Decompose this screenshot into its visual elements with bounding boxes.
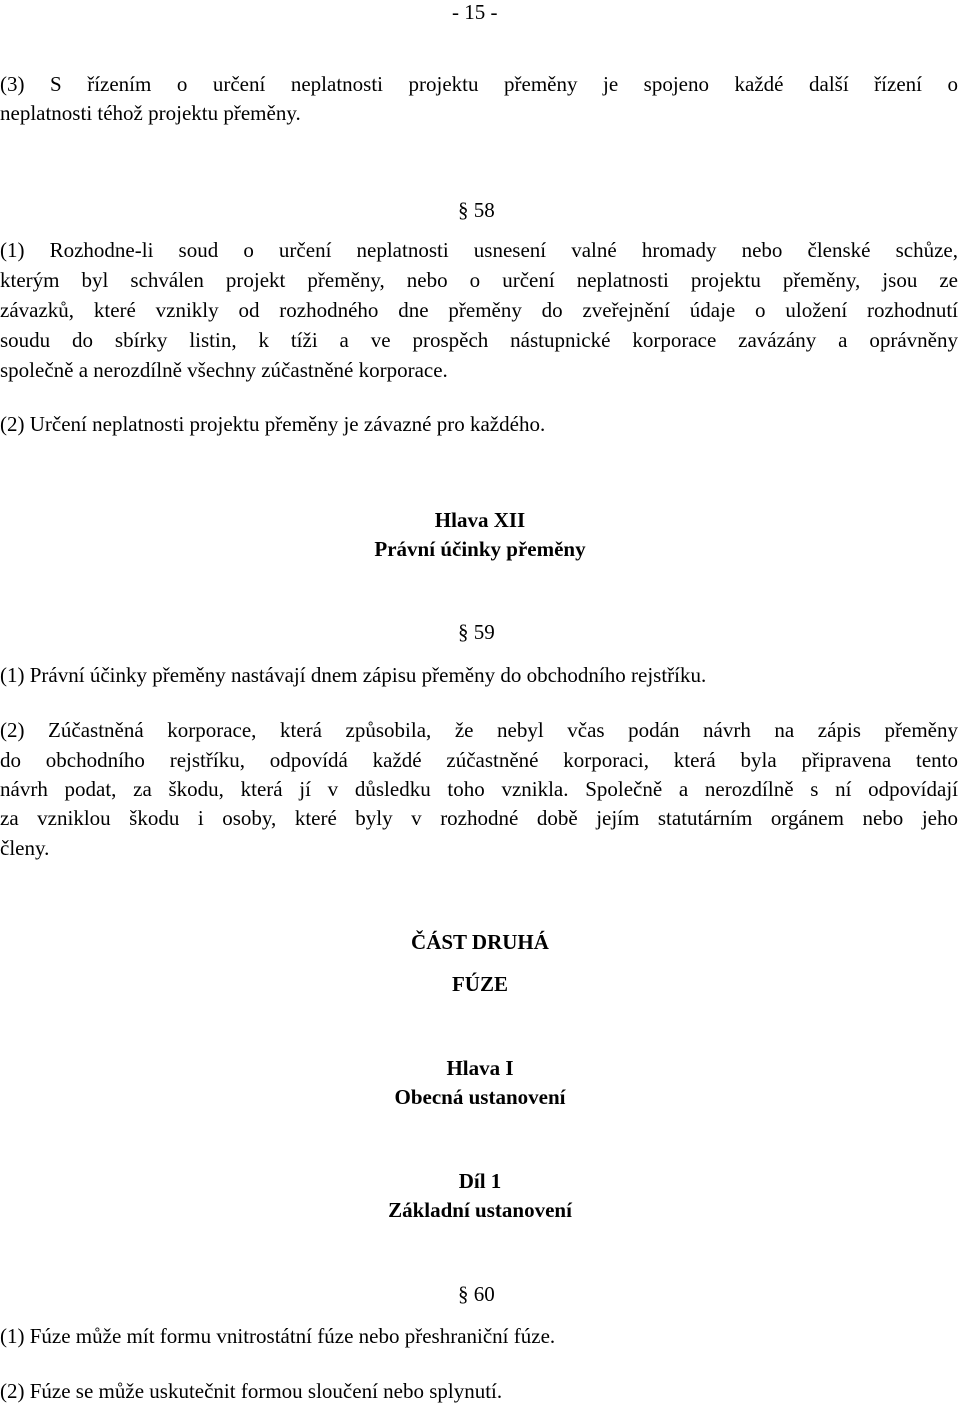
text-line: za vzniklou škodu i osoby, které byly v rozhodné době jejím statutárním orgánem nebo jeho bbox=[0, 806, 958, 830]
chapter-subtitle-obecna-ustanoveni: Obecná ustanovení bbox=[394, 1085, 566, 1109]
section-60-paragraph-1: (1) Fúze může mít formu vnitrostátní fúze nebo přeshraniční fúze. bbox=[0, 1324, 556, 1348]
paragraph-57-3-line-1: (3) S řízením o určení neplatnosti projektu přeměny je spojeno každé další řízení o bbox=[0, 72, 958, 96]
text-line: závazků, které vznikly od rozhodného dne přeměny do zveřejnění údaje o uložení rozhodnutí bbox=[0, 298, 958, 322]
text-line: do obchodního rejstříku, odpovídá každé zúčastněné korporaci, která byla připravena tento bbox=[0, 748, 958, 772]
chapter-subtitle-pravni-ucinky: Právní účinky přeměny bbox=[374, 537, 586, 561]
chapter-heading-hlava-xii: Hlava XII bbox=[434, 508, 526, 532]
section-58-heading: § 58 bbox=[458, 198, 495, 222]
text-line: (2) Zúčastněná korporace, která způsobila, že nebyl včas podán návrh na zápis přeměny bbox=[0, 718, 958, 742]
text-line: soudu do sbírky listin, k tíži a ve prospěch nástupnické korporace zavázány a oprávněny bbox=[0, 328, 958, 352]
section-60-heading: § 60 bbox=[458, 1282, 495, 1306]
section-58-paragraph-2: (2) Určení neplatnosti projektu přeměny je závazné pro každého. bbox=[0, 412, 546, 436]
section-60-paragraph-2: (2) Fúze se může uskutečnit formou sloučení nebo splynutí. bbox=[0, 1379, 503, 1403]
text-line: členy. bbox=[0, 836, 50, 860]
division-heading-dil-1: Díl 1 bbox=[458, 1169, 502, 1193]
text-line: kterým byl schválen projekt přeměny, nebo o určení neplatnosti projektu přeměny, jsou ze bbox=[0, 268, 958, 292]
paragraph-57-3-line-2: neplatnosti téhož projektu přeměny. bbox=[0, 101, 301, 125]
division-subtitle-zakladni-ustanoveni: Základní ustanovení bbox=[388, 1198, 572, 1222]
section-59-heading: § 59 bbox=[458, 620, 495, 644]
text-line: společně a nerozdílně všechny zúčastněné korporace. bbox=[0, 358, 448, 382]
chapter-heading-hlava-i: Hlava I bbox=[446, 1056, 514, 1080]
page-number: - 15 - bbox=[452, 0, 498, 24]
part-subtitle-fuze: FÚZE bbox=[451, 972, 508, 996]
part-heading-cast-druha: ČÁST DRUHÁ bbox=[411, 930, 549, 954]
section-59-paragraph-1: (1) Právní účinky přeměny nastávají dnem zápisu přeměny do obchodního rejstříku. bbox=[0, 663, 707, 687]
text-line: návrh podat, za škodu, která jí v důsledku toho vznikla. Společně a nerozdílně s ní odpovídají bbox=[0, 777, 958, 801]
text-line: (1) Rozhodne-li soud o určení neplatnosti usnesení valné hromady nebo členské schůze, bbox=[0, 238, 958, 262]
